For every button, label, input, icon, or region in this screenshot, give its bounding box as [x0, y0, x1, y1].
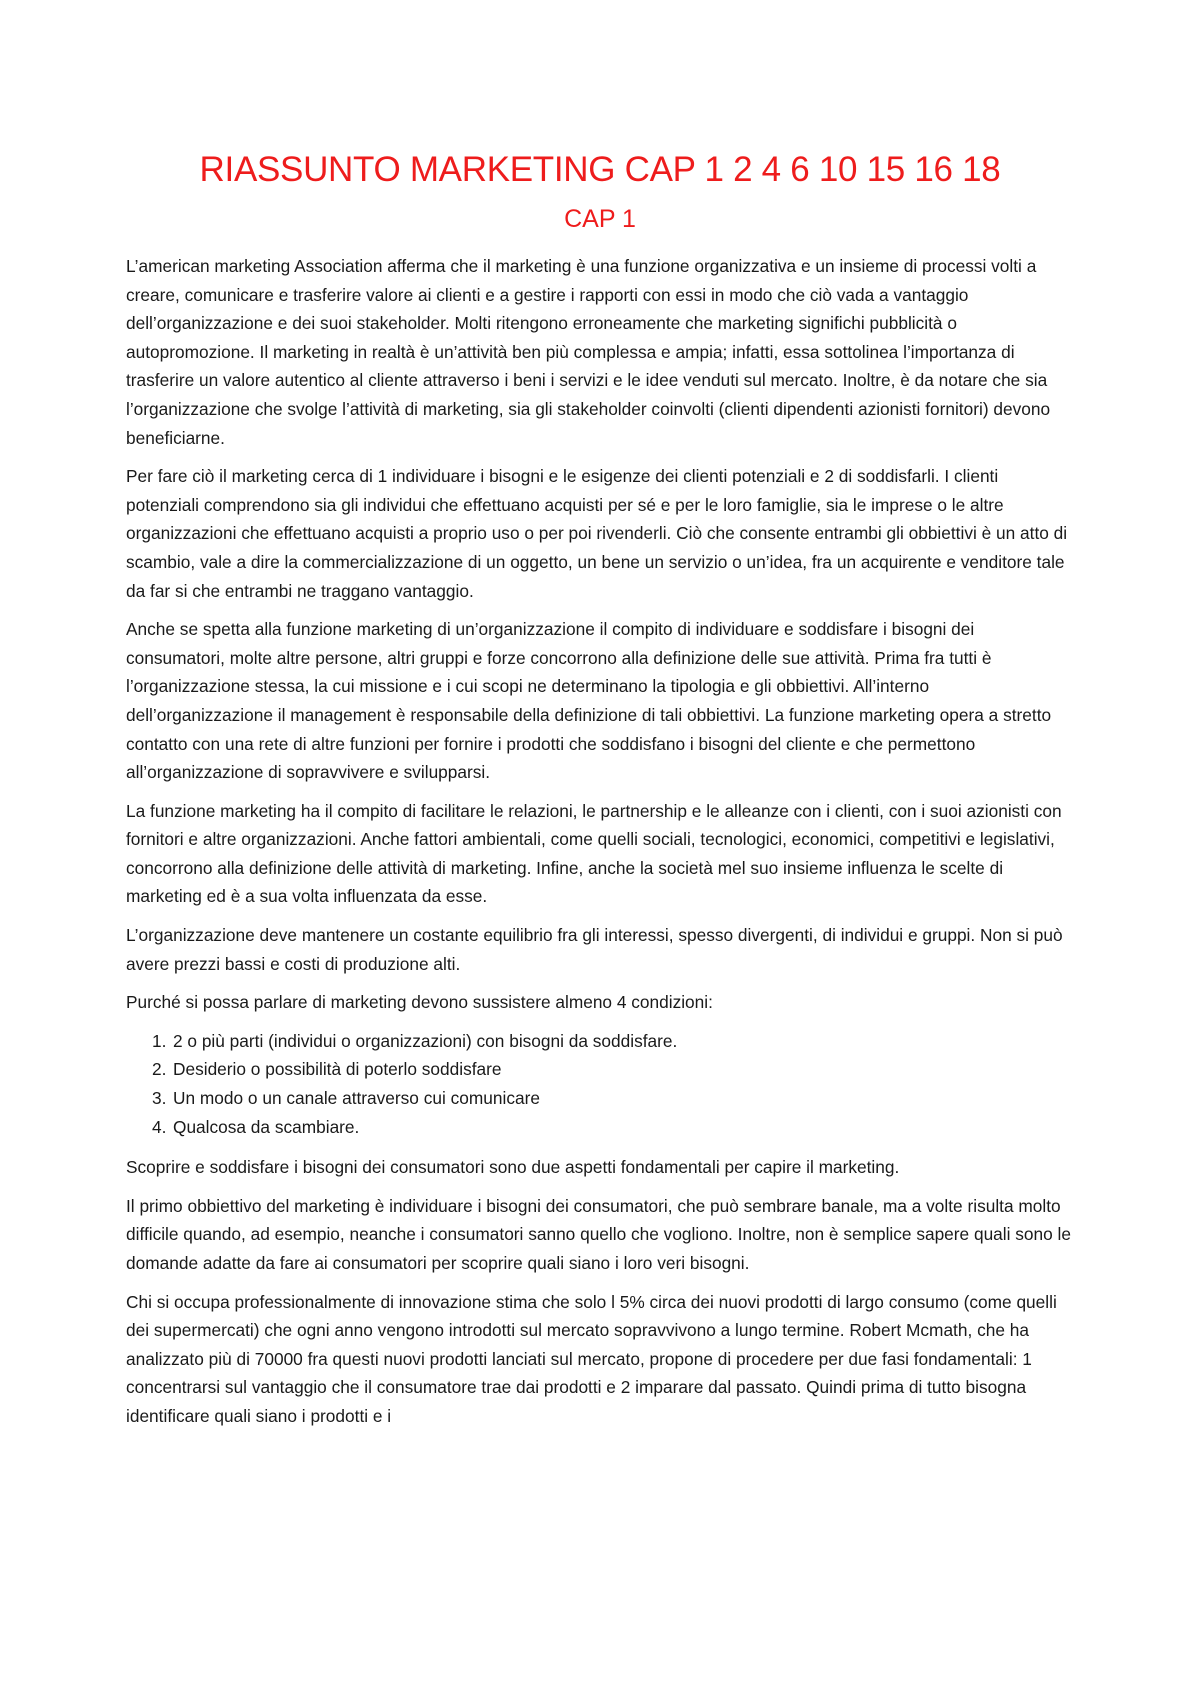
paragraph-first-objective: Il primo obbiettivo del marketing è individuare i bisogni dei consumatori, che può sembrare banale, ma a volte risulta molto difficile quando, ad esempio, neanche i consumatori sanno quello che vogliono. Inoltre, non è semplice sapere quali sono le domande adatte da fare ai consumatori per scoprire quali siano i loro veri bisogni. — [126, 1195, 1072, 1273]
list-item-number: 2. — [152, 1059, 167, 1080]
list-item-number: 4. — [152, 1116, 167, 1137]
paragraph-relationships: La funzione marketing ha il compito di facilitare le relazioni, le partnership e le alleanze con i clienti, con i suoi azionisti con fornitori e altre organizzazioni. Anche fattori ambientali, come quelli sociali, tecnologici, economici, competitivi e legislativi, concorrono alla definizione delle attività di marketing. Infine, anche la società mel suo insieme influenza le scelte di marketing ed è a sua volta influenzata da esse. — [126, 800, 1062, 907]
paragraph-conditions-intro: Purché si possa parlare di marketing devono sussistere almeno 4 condizioni: — [126, 992, 713, 1013]
list-item — [126, 1084, 1074, 1113]
paragraph-needs-and-exchange: Per fare ciò il marketing cerca di 1 individuare i bisogni e le esigenze dei clienti potenziali e 2 di soddisfarli. I clienti potenziali comprendono sia gli individui che effettuano acquisti per sé e per le loro famiglie, sia le imprese o le altre organizzazioni che effettuano acquisti a proprio uso o per poi rivenderli. Ciò che consente entrambi gli obbiettivi è un atto di scambio, vale a dire la commercializzazione di un oggetto, un bene un servizio o un’idea, fra un acquirente e venditore tale da far si che entrambi ne traggano vantaggio. — [126, 466, 1068, 601]
list-item-text: 2 o più parti (individui o organizzazioni) con bisogni da soddisfare. — [173, 1030, 678, 1051]
section-title: CAP 1 — [564, 205, 636, 233]
list-item-text: Qualcosa da scambiare. — [173, 1116, 360, 1137]
list-item — [126, 1055, 1074, 1084]
list-item — [126, 1027, 1074, 1056]
list-item-number: 1. — [152, 1030, 167, 1051]
list-item-text: Un modo o un canale attraverso cui comunicare — [173, 1088, 540, 1109]
paragraph-innovation: Chi si occupa professionalmente di innovazione stima che solo l 5% circa dei nuovi prodotti di largo consumo (come quelli dei supermercati) che ogni anno vengono introdotti sul mercato sopravvivono a lungo termine. Robert Mcmath, che ha analizzato più di 70000 fra questi nuovi prodotti lanciati sul mercato, propone di procedere per due fasi fondamentali: 1 concentrarsi sul vantaggio che il consumatore trae dai prodotti e 2 imparare dal passato. Quindi prima di tutto bisogna identificare quali siano i prodotti e i — [126, 1291, 1057, 1426]
conditions-list — [126, 1027, 1074, 1141]
paragraph-balance: L’organizzazione deve mantenere un costante equilibrio fra gli interessi, spesso divergenti, di individui e gruppi. Non si può avere prezzi bassi e costi di produzione alti. — [126, 925, 1063, 974]
paragraph-fundamental-aspects: Scoprire e soddisfare i bisogni dei consumatori sono due aspetti fondamentali per capire il marketing. — [126, 1157, 900, 1178]
paragraph-organization-role: Anche se spetta alla funzione marketing di un’organizzazione il compito di individuare e soddisfare i bisogni dei consumatori, molte altre persone, altri gruppi e forze concorrono alla definizione delle sue attività. Prima fra tutti è l’organizzazione stessa, la cui missione e i cui scopi ne determinano la tipologia e gli obbiettivi. All’interno dell’organizzazione il management è responsabile della definizione di tali obbiettivi. La funzione marketing opera a stretto contatto con una rete di altre funzioni per fornire i prodotti che soddisfano i bisogni del cliente e che permettono all’organizzazione di sopravvivere e svilupparsi. — [126, 619, 1052, 783]
paragraph-marketing-definition: L’american marketing Association afferma che il marketing è una funzione organizzativa e un insieme di processi volti a creare, comunicare e trasferire valore ai clienti e a gestire i rapporti con essi in modo che ciò vada a vantaggio dell’organizzazione e dei suoi stakeholder. Molti ritengono erroneamente che marketing significhi pubblicità o autopromozione. Il marketing in realtà è un’attività ben più complessa e ampia; infatti, essa sottolinea l’importanza di trasferire un valore autentico al cliente attraverso i beni i servizi e le idee venduti sul mercato. Inoltre, è da notare che sia l’organizzazione che svolge l’attività di marketing, sia gli stakeholder coinvolti (clienti dipendenti azionisti fornitori) devono beneficiarne. — [126, 256, 1051, 448]
list-item-text: Desiderio o possibilità di poterlo soddisfare — [173, 1059, 502, 1080]
document-title: RIASSUNTO MARKETING CAP 1 2 4 6 10 15 16 18 — [199, 150, 1001, 189]
list-item-number: 3. — [152, 1088, 167, 1109]
list-item — [126, 1113, 1074, 1142]
